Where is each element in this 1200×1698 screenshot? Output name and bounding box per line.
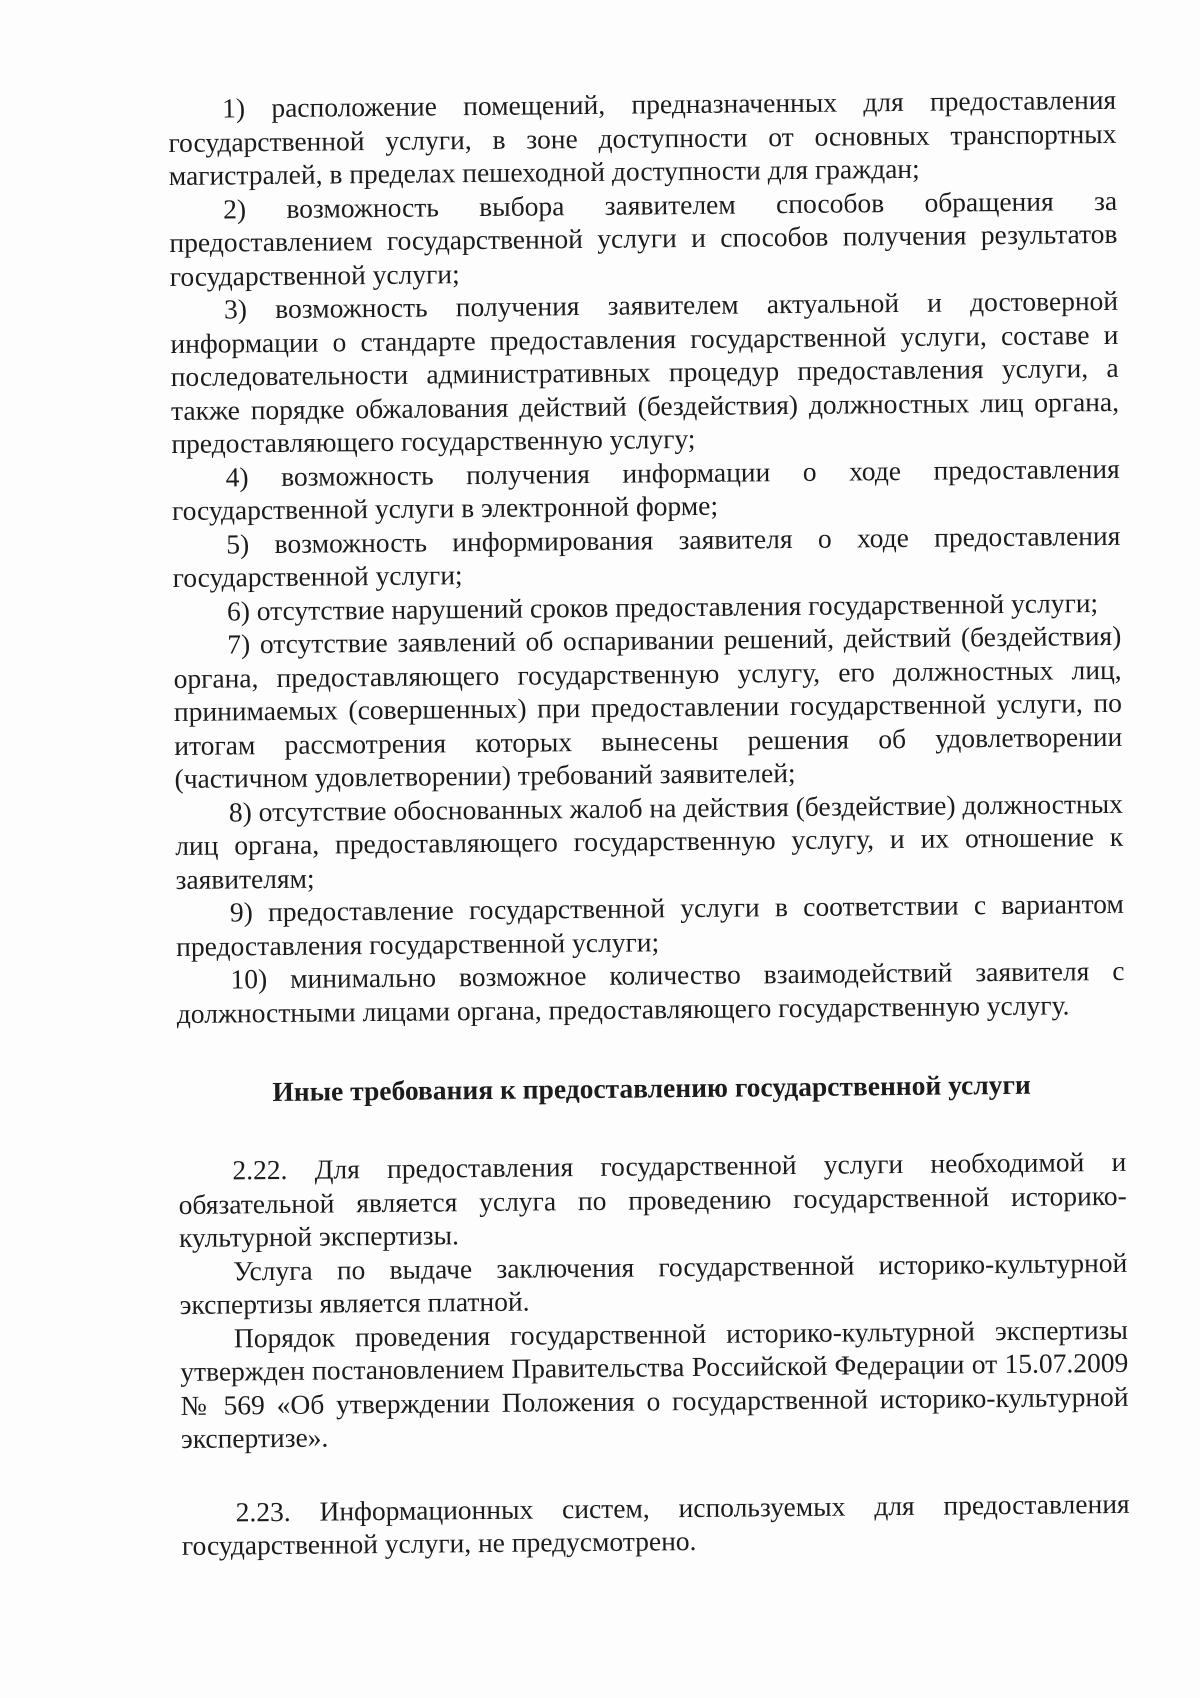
list-item: 3) возможность получения заявителем актуальной и достоверной информации о стандарте предоставления государственной услуги, составе и последовательности административных процедур предоставления услуги, а также порядке обжалования действий (бездействия) должностных лиц органа, предоставляющего государственную услугу; bbox=[170, 284, 1120, 459]
list-item: 8) отсутствие обоснованных жалоб на действия (бездействие) должностных лиц органа, предоставляющего государственную услугу, и их отношение к заявителям; bbox=[175, 787, 1124, 895]
list-item: 2) возможность выбора заявителем способов обращения за предоставлением государственной услуги и способов получения результатов государственной услуги; bbox=[169, 184, 1118, 292]
list-item: 6) отсутствие нарушений сроков предоставления государственной услуги; bbox=[226, 586, 1099, 626]
list-item: 9) предоставление государственной услуги в соответствии с вариантом предоставления государственной услуги; bbox=[176, 887, 1124, 962]
list-item: 10) минимально возможное количество взаимодействий заявителя с должностными лицами органа, предоставляющего государственную услугу. bbox=[176, 954, 1125, 1029]
section-heading: Иные требования к предоставлению государственной услуги bbox=[272, 1068, 1031, 1108]
list-item: 5) возможность информирования заявителя о ходе предоставления государственной услуги; bbox=[172, 519, 1121, 593]
list-item: 1) расположение помещений, предназначенных для предоставления государственной услуги, в зоне доступности от основных транспортных магистралей, в пределах пешеходной доступности для граждан; bbox=[168, 83, 1117, 191]
list-item: 7) отсутствие заявлений об оспаривании решений, действий (бездействия) органа, предоставляющего государственную услугу, его должностных лиц, принимаемых (совершенных) при предоставлении государственной услуги, по итогам рассмотрения которых вынесены решения об удовлетворении (частичном удовлетворении) требований заявителей; bbox=[173, 619, 1123, 794]
list-item: 4) возможность получения информации о ходе предоставления государственной услуги в электронной форме; bbox=[171, 452, 1120, 526]
paragraph-expertise-order: Порядок проведения государственной историко-культурной экспертизы утвержден постановлением Правительства Российской Федерации от 15.07.2009 № 569 «Об утверждении Положения о государственной историко-культурной экспертизе». bbox=[180, 1313, 1129, 1454]
paragraph-2-22: 2.22. Для предоставления государственной услуги необходимой и обязательной является услуга по проведению государственной историко-культурной экспертизы. bbox=[178, 1145, 1127, 1253]
paragraph-2-23: 2.23. Информационных систем, используемых для предоставления государственной услуги, не предусмотрено. bbox=[181, 1487, 1130, 1561]
document-body bbox=[168, 83, 1130, 1563]
paragraph-paid-service: Услуга по выдаче заключения государственной историко-культурной экспертизы является платной. bbox=[179, 1246, 1128, 1320]
